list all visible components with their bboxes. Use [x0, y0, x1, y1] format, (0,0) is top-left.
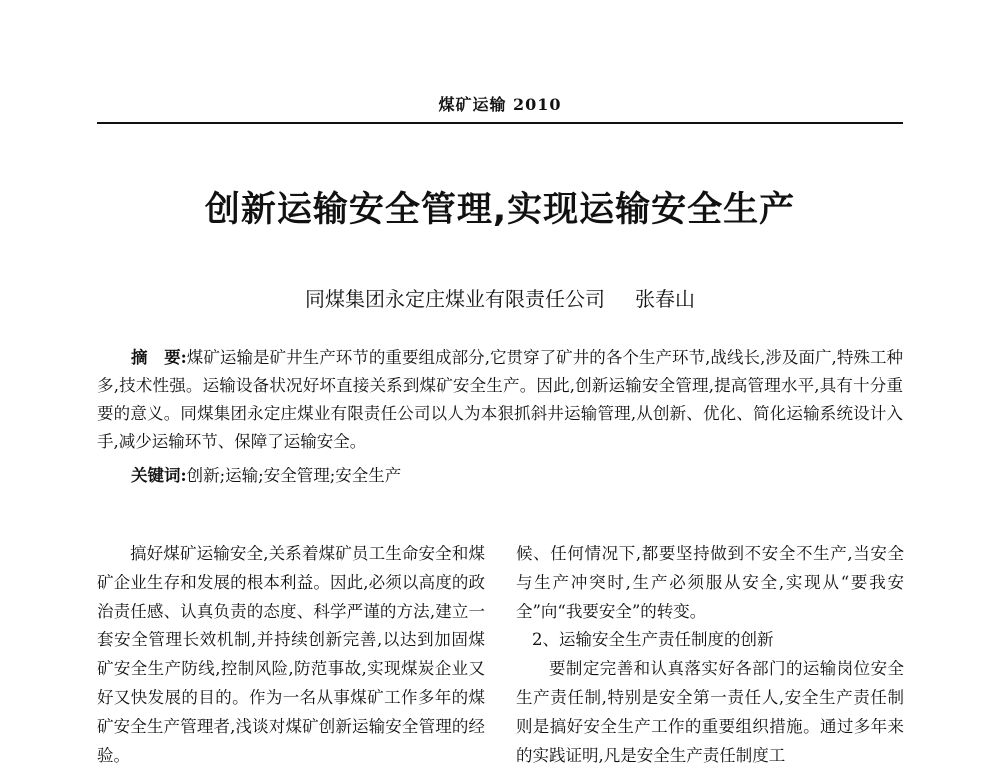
abstract-label: 摘 要:: [131, 348, 187, 367]
keywords-label: 关键词:: [131, 466, 187, 485]
header-rule: [97, 122, 903, 124]
abstract-text: 煤矿运输是矿井生产环节的重要组成部分,它贯穿了矿井的各个生产环节,战线长,涉及面广,特殊工种多,技术性强。运输设备状况好坏直接关系到煤矿安全生产。因此,创新运输安全管理,提高管理水平,具有十分重要的意义。同煤集团永定庄煤业有限责任公司以人为本狠抓斜井运输管理,从创新、优化、简化运输系统设计入手,减少运输环节、保障了运输安全。: [97, 348, 904, 451]
section-heading: 2、运输安全生产责任制度的创新: [532, 630, 774, 650]
body-paragraph: 要制定完善和认真落实好各部门的运输岗位安全生产责任制,特别是安全第一责任人,安全生产责任制则是搞好安全生产工作的重要组织措施。通过多年来的实践证明,凡是安全生产责任制度工: [516, 659, 904, 765]
byline: [0, 283, 1000, 312]
body-paragraph: 候、任何情况下,都要坚持做到不安全不生产,当安全与生产冲突时,生产必须服从安全,实现从“要我安全”向“我要安全”的转变。: [516, 544, 904, 621]
body-column-left: [97, 540, 485, 770]
body-paragraph: 搞好煤矿运输安全,关系着煤矿员工生命安全和煤矿企业生存和发展的根本利益。因此,必须以高度的政治责任感、认真负责的态度、科学严谨的方法,建立一套安全管理长效机制,并持续创新完善,以达到加固煤矿安全生产防线,控制风险,防范事故,实现煤炭企业又好又快发展的目的。作为一名从事煤矿工作多年的煤矿安全生产管理者,浅谈对煤矿创新运输安全管理的经验。: [97, 544, 485, 765]
affiliation: 同煤集团永定庄煤业有限责任公司: [305, 287, 605, 311]
author: 张春山: [635, 287, 695, 311]
abstract: [97, 344, 903, 456]
keywords-text: 创新;运输;安全管理;安全生产: [186, 466, 402, 485]
body-column-right: [516, 540, 904, 770]
keywords: [131, 462, 401, 486]
article-title: 创新运输安全管理,实现运输安全生产: [204, 190, 796, 230]
running-head: 煤矿运输 2010: [438, 95, 562, 114]
